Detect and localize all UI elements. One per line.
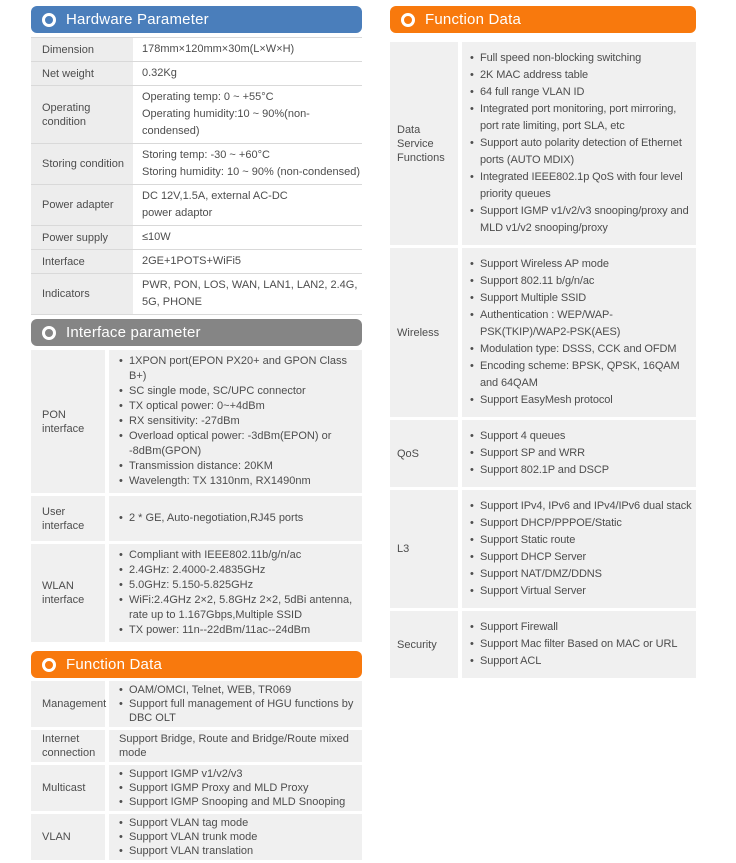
table-row [31,86,362,144]
bullet-text: 5.0GHz: 5.150-5.825GHz [129,579,254,591]
table-row [31,681,362,727]
table-row [31,350,362,493]
row-value [462,611,696,678]
bullet-icon: • [119,564,123,576]
bullet-text: TX optical power: 0~+4dBm [129,400,265,412]
bullet-item [119,593,360,623]
section-header-interface-parameter [31,319,362,346]
bullet-item [119,511,360,526]
bullet-icon: • [470,585,474,597]
table-row [31,38,362,62]
bullet-icon: • [470,551,474,563]
bullet-text: Support VLAN translation [129,845,254,857]
bullet-item [470,101,694,135]
bullet-item [119,781,360,795]
table-row [31,62,362,86]
circle-icon [401,13,415,27]
table-row [31,226,362,250]
bullet-icon: • [470,534,474,546]
bullet-item [119,830,360,844]
bullet-text: Support EasyMesh protocol [480,394,613,406]
bullet-icon: • [119,594,123,606]
bullet-item [470,135,694,169]
bullet-icon: • [119,355,123,367]
bullet-icon: • [470,430,474,442]
bullet-icon: • [470,621,474,633]
bullet-icon: • [119,460,123,472]
bullet-text: 2 * GE, Auto-negotiation,RJ45 ports [129,512,304,524]
bullet-icon: • [119,579,123,591]
row-value [137,86,362,143]
bullet-item [470,392,694,409]
bullet-text: Support Wireless AP mode [480,258,609,270]
bullet-item [470,498,694,515]
bullet-item [470,532,694,549]
bullet-icon: • [119,512,123,524]
hardware-parameter-table [31,37,362,315]
row-label: Interface [31,250,133,273]
bullet-icon: • [470,275,474,287]
bullet-icon: • [119,782,123,794]
bullet-icon: • [470,171,474,183]
bullet-icon: • [119,430,123,442]
section-header-hardware-parameter [31,6,362,33]
value-line: ≤10W [142,231,171,243]
row-label: Multicast [31,765,105,811]
bullet-item [119,384,360,399]
row-label: Dimension [31,38,133,61]
bullet-text: Support IGMP Proxy and MLD Proxy [129,782,309,794]
bullet-item [119,697,360,725]
bullet-text: Support IGMP v1/v2/v3 snooping/proxy and MLD v1/v2 snooping/proxy [480,205,689,234]
bullet-icon: • [119,385,123,397]
bullet-item [470,566,694,583]
table-row [31,544,362,642]
table-row [390,42,696,245]
bullet-icon: • [470,86,474,98]
row-value [462,248,696,417]
bullet-item [470,273,694,290]
bullet-icon: • [470,360,474,372]
bullet-item [119,844,360,858]
bullet-text: Support NAT/DMZ/DDNS [480,568,602,580]
bullet-item [119,474,360,489]
bullet-item [119,354,360,384]
interface-parameter-table [31,350,362,645]
bullet-icon: • [119,817,123,829]
bullet-text: Support Firewall [480,621,558,633]
value-line: PWR, PON, LOS, WAN, LAN1, LAN2, 2.4G, 5G, PHONE [142,279,358,308]
bullet-text: Encoding scheme: BPSK, QPSK, 16QAM and 64QAM [480,360,680,389]
bullet-item [470,445,694,462]
bullet-text: Support VLAN tag mode [129,817,249,829]
bullet-icon: • [119,475,123,487]
bullet-text: OAM/OMCI, Telnet, WEB, TR069 [129,684,292,696]
bullet-item [119,578,360,593]
row-value [109,730,362,762]
bullet-icon: • [470,343,474,355]
function-data-right-table [390,42,696,681]
bullet-icon: • [470,309,474,321]
bullet-text: Overload optical power: -3dBm(EPON) or -8dBm(GPON) [129,430,332,457]
row-value [109,350,362,493]
row-label: PON interface [31,350,105,493]
bullet-text: Support IGMP Snooping and MLD Snooping [129,796,346,808]
bullet-icon: • [119,400,123,412]
row-value [462,42,696,245]
bullet-text: SC single mode, SC/UPC connector [129,385,306,397]
bullet-text: Transmission distance: 20KM [129,460,273,472]
bullet-text: 2K MAC address table [480,69,589,81]
row-label: VLAN [31,814,105,860]
bullet-item [119,399,360,414]
bullet-icon: • [470,137,474,149]
bullet-text: Authentication : WEP/WAP-PSK(TKIP)/WAP2-PSK(AES) [480,309,621,338]
section-header-function-data-left [31,651,362,678]
value-line: DC 12V,1.5A, external AC-DC [142,190,288,202]
bullet-icon: • [470,638,474,650]
value-line: Storing temp: -30 ~ +60°C [142,149,270,161]
section-title: Function Data [425,11,521,28]
bullet-text: Support VLAN trunk mode [129,831,258,843]
table-row [390,420,696,487]
value-line: Operating temp: 0 ~ +55°C [142,91,274,103]
bullet-item [470,67,694,84]
section-title: Interface parameter [66,324,201,341]
row-label: Security [390,611,458,678]
bullet-icon: • [470,517,474,529]
bullet-text: Support DHCP Server [480,551,587,563]
bullet-item [470,50,694,67]
bullet-icon: • [470,500,474,512]
row-label: Net weight [31,62,133,85]
table-row [31,814,362,860]
row-value [109,681,362,727]
bullet-icon: • [119,684,123,696]
section-title: Function Data [66,656,162,673]
function-data-left-table [31,681,362,863]
bullet-item [119,816,360,830]
bullet-icon: • [470,394,474,406]
bullet-text: Support Static route [480,534,576,546]
row-label: Wireless [390,248,458,417]
row-value [137,274,362,314]
bullet-text: RX sensitivity: -27dBm [129,415,240,427]
bullet-icon: • [119,768,123,780]
bullet-text: Full speed non-blocking switching [480,52,642,64]
row-label: Storing condition [31,144,133,184]
bullet-item [470,653,694,670]
row-label: Management [31,681,105,727]
bullet-icon: • [470,103,474,115]
bullet-icon: • [119,831,123,843]
bullet-item [119,429,360,459]
table-row [31,730,362,762]
circle-icon [42,13,56,27]
bullet-icon: • [470,292,474,304]
row-value [137,226,362,249]
bullet-text: Wavelength: TX 1310nm, RX1490nm [129,475,311,487]
value-line: 0.32Kg [142,67,177,79]
bullet-icon: • [119,698,123,710]
bullet-text: Modulation type: DSSS, CCK and OFDM [480,343,677,355]
row-label: L3 [390,490,458,608]
table-row [31,496,362,541]
bullet-text: Support ACL [480,655,542,667]
value-line: Storing humidity: 10 ~ 90% (non-condensed) [142,166,360,178]
value-line: Support Bridge, Route and Bridge/Route mixed mode [119,733,349,759]
table-row [390,611,696,678]
value-line: 2GE+1POTS+WiFi5 [142,255,242,267]
bullet-item [470,290,694,307]
bullet-icon: • [470,655,474,667]
bullet-text: TX power: 11n--22dBm/11ac--24dBm [129,624,311,636]
bullet-item [470,636,694,653]
bullet-icon: • [470,52,474,64]
bullet-item [119,623,360,638]
bullet-item [470,169,694,203]
bullet-text: Support Virtual Server [480,585,586,597]
left-column [31,6,362,863]
table-row [31,250,362,274]
row-label: Power supply [31,226,133,249]
bullet-icon: • [119,845,123,857]
table-row [390,248,696,417]
circle-icon [42,326,56,340]
row-value [462,420,696,487]
bullet-icon: • [470,258,474,270]
bullet-text: 2.4GHz: 2.4000-2.4835GHz [129,564,266,576]
bullet-text: Support 4 queues [480,430,566,442]
bullet-text: Support SP and WRR [480,447,585,459]
section-title: Hardware Parameter [66,11,209,28]
row-value [137,250,362,273]
bullet-item [119,563,360,578]
row-label: Operating condition [31,86,133,143]
table-row [390,490,696,608]
bullet-icon: • [119,796,123,808]
bullet-item [470,307,694,341]
bullet-item [470,84,694,101]
bullet-item [119,459,360,474]
bullet-text: WiFi:2.4GHz 2×2, 5.8GHz 2×2, 5dBi antenna, rate up to 1.167Gbps,Multiple SSID [129,594,353,621]
table-row [31,144,362,185]
row-value [137,185,362,225]
value-line: power adaptor [142,207,213,219]
bullet-text: Support IPv4, IPv6 and IPv4/IPv6 dual stack [480,500,692,512]
row-value [137,38,362,61]
row-value [109,765,362,811]
bullet-item [119,767,360,781]
bullet-text: Support 802.11 b/g/n/ac [480,275,595,287]
bullet-item [470,358,694,392]
table-row [31,185,362,226]
row-value [109,496,362,541]
circle-icon [42,658,56,672]
bullet-text: 64 full range VLAN ID [480,86,585,98]
bullet-item [470,619,694,636]
bullet-item [470,462,694,479]
bullet-icon: • [470,205,474,217]
bullet-text: Support DHCP/PPPOE/Static [480,517,622,529]
row-label: Power adapter [31,185,133,225]
row-value [462,490,696,608]
bullet-text: Support full management of HGU functions by DBC OLT [129,698,354,724]
bullet-text: Integrated port monitoring, port mirroring, port rate limiting, port SLA, etc [480,103,677,132]
section-header-function-data-right [390,6,696,33]
bullet-icon: • [470,568,474,580]
bullet-item [119,683,360,697]
row-value [137,62,362,85]
bullet-item [470,341,694,358]
row-label: Data Service Functions [390,42,458,245]
bullet-text: Support 802.1P and DSCP [480,464,609,476]
bullet-item [119,414,360,429]
bullet-item [470,549,694,566]
bullet-item [470,256,694,273]
row-value [109,544,362,642]
bullet-item [119,795,360,809]
bullet-item [470,203,694,237]
bullet-icon: • [119,549,123,561]
row-label: QoS [390,420,458,487]
bullet-icon: • [119,415,123,427]
right-column [390,6,696,681]
bullet-icon: • [470,464,474,476]
row-label: Internet connection [31,730,105,762]
row-value [109,814,362,860]
value-line: Operating humidity:10 ~ 90%(non-condensed) [142,108,310,137]
bullet-item [470,428,694,445]
bullet-text: Support Multiple SSID [480,292,587,304]
bullet-text: Support IGMP v1/v2/v3 [129,768,243,780]
row-label: WLAN interface [31,544,105,642]
bullet-icon: • [119,624,123,636]
value-line: 178mm×120mm×30m(L×W×H) [142,43,295,55]
bullet-item [470,583,694,600]
bullet-text: Compliant with IEEE802.11b/g/n/ac [129,549,302,561]
bullet-item [119,548,360,563]
bullet-text: Support Mac filter Based on MAC or URL [480,638,678,650]
row-label: User interface [31,496,105,541]
row-label: Indicators [31,274,133,314]
bullet-icon: • [470,69,474,81]
row-value [137,144,362,184]
bullet-item [470,515,694,532]
table-row [31,765,362,811]
bullet-icon: • [470,447,474,459]
bullet-text: 1XPON port(EPON PX20+ and GPON Class B+) [129,355,347,382]
bullet-text: Support auto polarity detection of Ethernet ports (AUTO MDIX) [480,137,682,166]
bullet-text: Integrated IEEE802.1p QoS with four level priority queues [480,171,683,200]
table-row [31,274,362,315]
